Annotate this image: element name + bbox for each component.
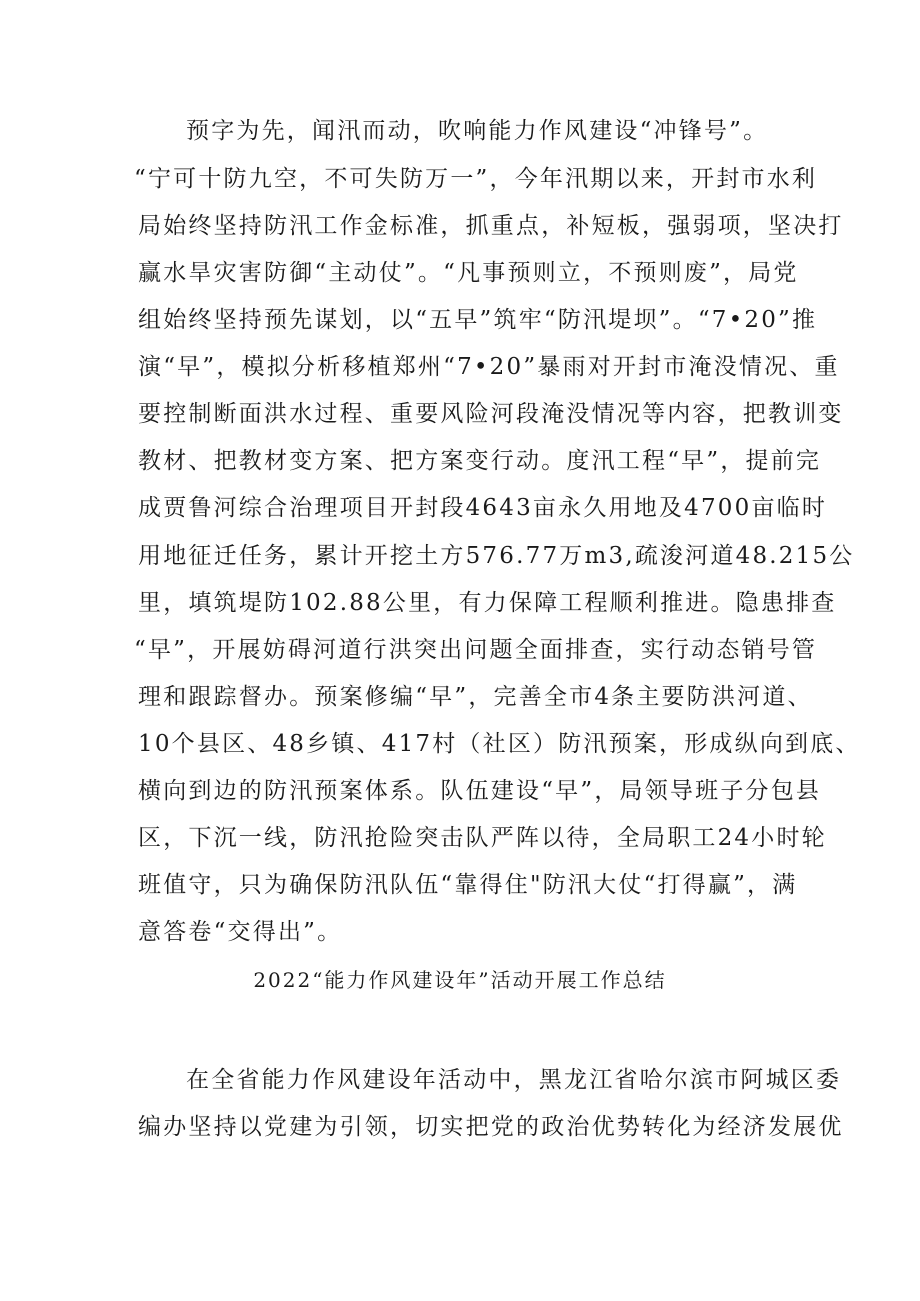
- paragraph-line: 局始终坚持防汛工作金标准，抓重点，补短板，强弱项，坚决打: [138, 213, 844, 239]
- paragraph-line: 区，下沉一线，防汛抢险突击队严阵以待，全局职工24小时轮: [138, 825, 827, 851]
- paragraph-line: 赢水旱灾害防御“主动仗”。“凡事预则立，不预则废”，局党: [138, 260, 799, 286]
- paragraph-line: 在全省能力作风建设年活动中，黑龙江省哈尔滨市阿城区委: [186, 1067, 842, 1093]
- paragraph-line: 里，填筑堤防102.88公里，有力保障工程顺利推进。隐患排查: [138, 590, 837, 616]
- paragraph-line: 用地征迁任务，累计开挖土方576.77万m3,疏浚河道48.215公: [138, 543, 855, 569]
- paragraph-line: 意答卷“交得出”。: [138, 919, 343, 945]
- paragraph-line: 教材、把教材变方案、把方案变行动。度汛工程“早”，提前完: [138, 448, 822, 474]
- paragraph-line: 班值守，只为确保防汛队伍“靠得住"防汛大仗“打得赢”，满: [138, 872, 798, 898]
- paragraph-line: 组始终坚持预先谋划，以“五早”筑牢“防汛堤坝”。“7•20”推: [138, 307, 818, 333]
- paragraph-line: 理和跟踪督办。预案修编“早”，完善全市4条主要防洪河道、: [138, 684, 813, 710]
- paragraph-line: “早”，开展妨碍河道行洪突出问题全面排查，实行动态销号管: [134, 637, 818, 663]
- paragraph-line: 10个县区、48乡镇、417村（社区）防汛预案，形成纵向到底、: [138, 731, 861, 757]
- paragraph-line: 编办坚持以党建为引领，切实把党的政治优势转化为经济发展优: [138, 1114, 844, 1140]
- paragraph-line: 预字为先，闻汛而动，吹响能力作风建设“冲锋号”。: [186, 118, 769, 144]
- paragraph-line: 成贾鲁河综合治理项目开封段4643亩永久用地及4700亩临时: [138, 495, 828, 521]
- paragraph-line: 横向到边的防汛预案体系。队伍建设“早”，局领导班子分包县: [138, 778, 822, 804]
- section-title: 2022“能力作风建设年”活动开展工作总结: [253, 968, 667, 992]
- paragraph-line: 要控制断面洪水过程、重要风险河段淹没情况等内容，把教训变: [138, 401, 844, 427]
- paragraph-line: “宁可十防九空，不可失防万一”，今年汛期以来，开封市水利: [134, 166, 818, 192]
- paragraph-line: 演“早”，模拟分析移植郑州“7•20”暴雨对开封市淹没情况、重: [138, 354, 840, 380]
